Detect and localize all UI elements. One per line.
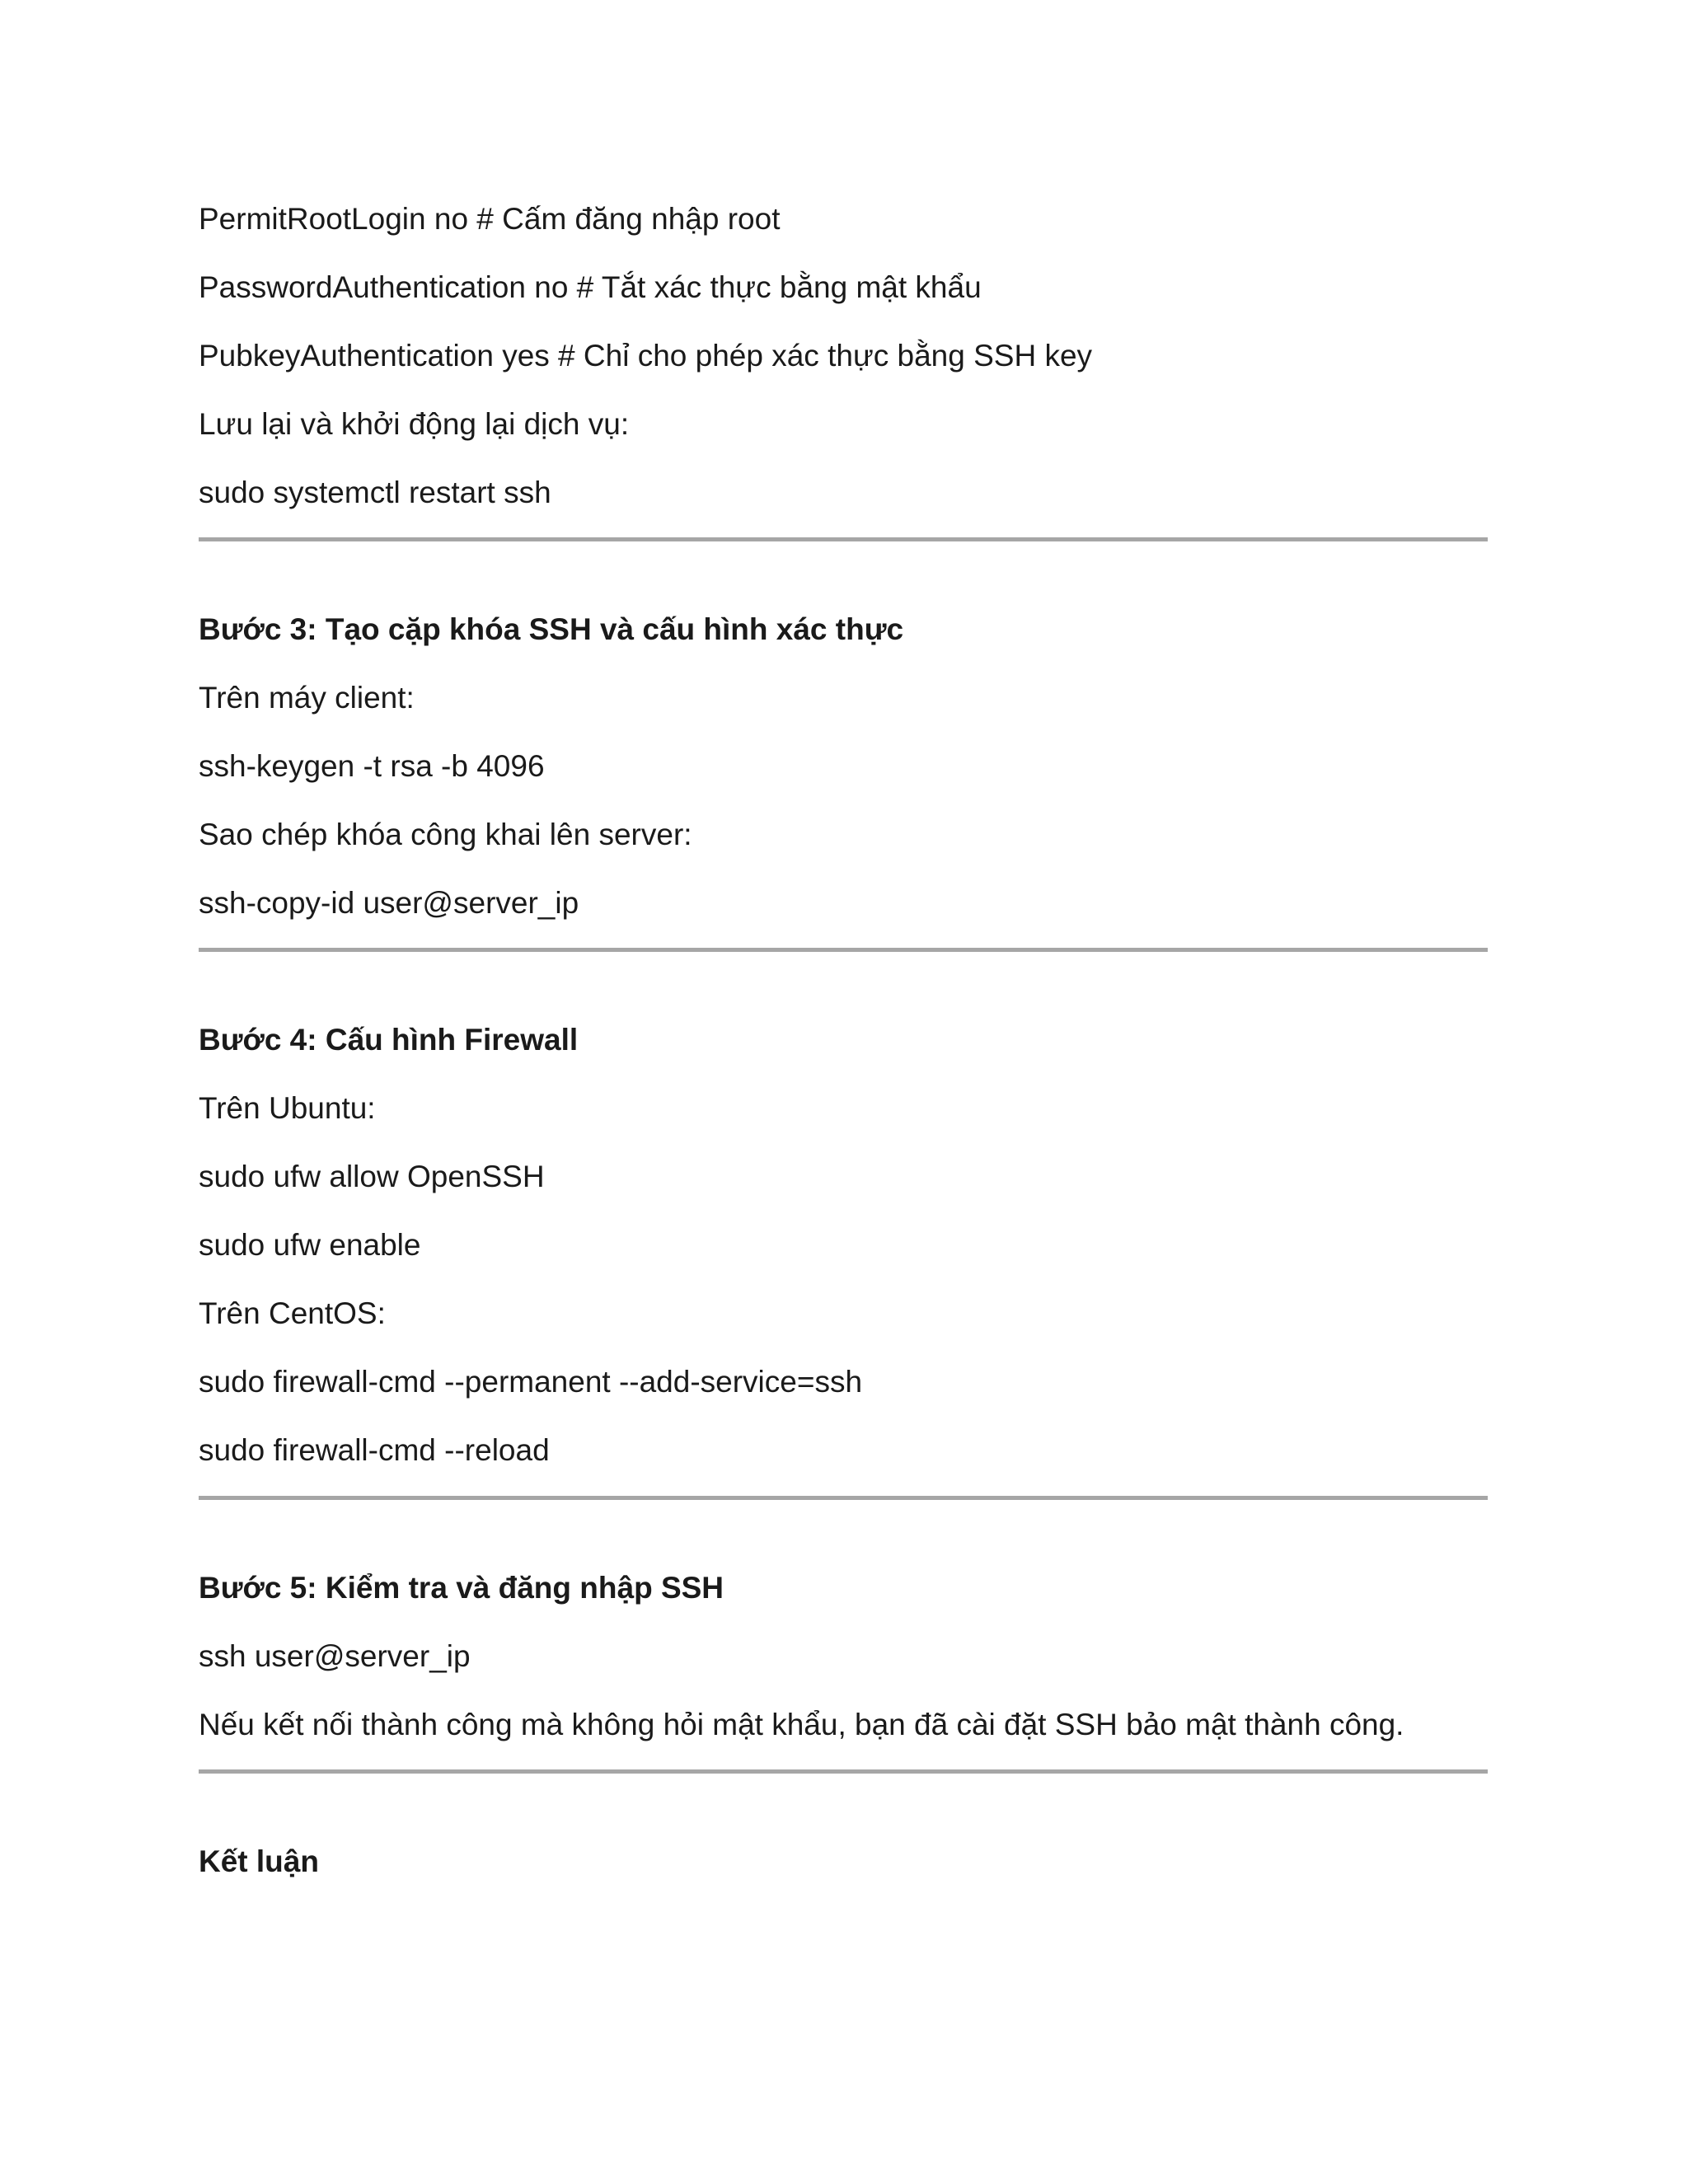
step3-heading: Bước 3: Tạo cặp khóa SSH và cấu hình xác thực [199,612,904,646]
step5-line-success: Nếu kết nối thành công mà không hỏi mật khẩu, bạn đã cài đặt SSH bảo mật thành công. [199,1708,1404,1741]
conclusion-heading: Kết luận [199,1844,319,1878]
section-divider [199,1496,1488,1500]
config-line-pubkey-authentication: PubkeyAuthentication yes # Chỉ cho phép xác thực bằng SSH key [199,339,1093,373]
section-divider [199,948,1488,952]
step4-command-ufw-allow: sudo ufw allow OpenSSH [199,1160,545,1193]
step5-heading: Bước 5: Kiểm tra và đăng nhập SSH [199,1571,724,1605]
instruction-save-restart: Lưu lại và khởi động lại dịch vụ: [199,407,630,441]
step4-command-ufw-enable: sudo ufw enable [199,1228,421,1262]
step4-command-firewall-reload: sudo firewall-cmd --reload [199,1433,550,1467]
config-line-password-authentication: PasswordAuthentication no # Tắt xác thực bằng mật khẩu [199,270,982,304]
step4-command-firewall-add: sudo firewall-cmd --permanent --add-service=ssh [199,1365,863,1399]
step4-heading: Bước 4: Cấu hình Firewall [199,1023,579,1057]
section-divider [199,537,1488,541]
step3-line-copy-key: Sao chép khóa công khai lên server: [199,818,692,851]
step3-command-keygen: ssh-keygen -t rsa -b 4096 [199,749,545,783]
step4-line-centos: Trên CentOS: [199,1296,386,1330]
step3-command-copy-id: ssh-copy-id user@server_ip [199,886,579,920]
command-restart-ssh: sudo systemctl restart ssh [199,476,551,509]
step3-line-client: Trên máy client: [199,681,415,715]
config-line-permit-root-login: PermitRootLogin no # Cấm đăng nhập root [199,202,781,236]
section-divider [199,1769,1488,1774]
step4-line-ubuntu: Trên Ubuntu: [199,1091,376,1125]
step5-command-ssh-login: ssh user@server_ip [199,1639,471,1673]
